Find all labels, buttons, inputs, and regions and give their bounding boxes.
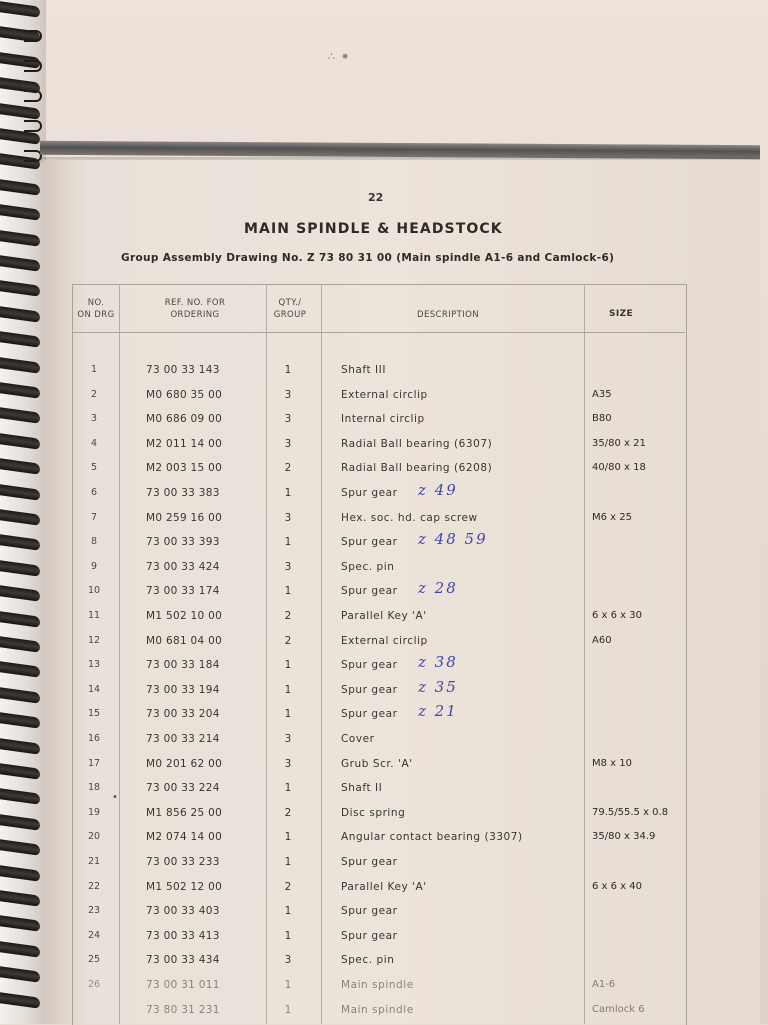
table-row — [0, 458, 768, 478]
row-number: 14 — [87, 683, 101, 695]
table-row — [0, 827, 768, 847]
description: External circlip — [341, 388, 428, 401]
size: 40/80 x 18 — [592, 462, 646, 474]
ref-number: 73 00 31 011 — [146, 979, 220, 991]
ref-number: M1 856 25 00 — [146, 806, 223, 819]
ref-number: M2 074 14 00 — [146, 831, 223, 844]
size: Camlock 6 — [592, 1003, 645, 1015]
row-number: 9 — [90, 560, 98, 572]
ref-number: 73 00 33 424 — [146, 560, 220, 573]
ref-number: 73 00 33 194 — [146, 683, 220, 696]
description: Shaft II — [341, 782, 383, 795]
quantity: 2 — [284, 806, 292, 819]
row-number: 21 — [87, 856, 101, 867]
row-number: 7 — [90, 511, 98, 523]
quantity: 3 — [284, 388, 292, 401]
ref-number: M0 259 16 00 — [146, 511, 223, 524]
description: Grub Scr. 'A' — [341, 757, 413, 770]
ref-number: M2 003 15 00 — [146, 462, 223, 475]
spiral-coil-loop — [24, 30, 42, 42]
row-number: 11 — [87, 610, 101, 621]
row-number: 20 — [87, 831, 101, 843]
table-row — [0, 901, 768, 921]
quantity: 3 — [284, 511, 292, 524]
table-row — [0, 385, 768, 405]
size: M6 x 25 — [592, 511, 632, 523]
row-number: 13 — [87, 659, 101, 671]
table-row — [0, 754, 768, 774]
spiral-coil-loop — [24, 90, 42, 102]
quantity: 2 — [284, 462, 292, 475]
quantity: 1 — [284, 364, 292, 376]
table-row — [0, 434, 768, 454]
ref-number: 73 00 33 214 — [146, 733, 220, 745]
ref-number: 73 00 33 383 — [146, 487, 220, 499]
table-row — [0, 852, 768, 872]
description: Spur gear — [341, 487, 398, 499]
table-row — [0, 631, 768, 651]
quantity: 2 — [284, 610, 292, 622]
page-title: MAIN SPINDLE & HEADSTOCK — [244, 221, 503, 237]
table-row — [0, 877, 768, 897]
table-row — [0, 655, 768, 675]
size: A60 — [592, 634, 612, 646]
quantity: 2 — [284, 880, 292, 893]
spiral-coil-loop — [24, 120, 42, 132]
row-number: 8 — [90, 536, 98, 548]
description: Radial Ball bearing (6307) — [341, 437, 493, 450]
row-number: 24 — [87, 929, 101, 941]
quantity: 1 — [284, 856, 292, 868]
ref-number: 73 80 31 231 — [146, 1003, 220, 1016]
row-number: 5 — [90, 462, 98, 474]
row-number: 4 — [90, 437, 98, 449]
handwritten-tooth-count: z 49 — [418, 481, 458, 499]
description: Spur gear — [341, 905, 398, 918]
quantity: 1 — [284, 683, 292, 696]
quantity: 3 — [284, 757, 292, 770]
row-number: 12 — [87, 634, 101, 646]
ref-number: 73 00 33 224 — [146, 782, 220, 795]
header-size: SIZE — [608, 309, 634, 319]
ref-number: 73 00 33 403 — [146, 905, 220, 918]
size: 35/80 x 34.9 — [592, 831, 656, 843]
table-row — [0, 409, 768, 429]
quantity: 3 — [284, 954, 292, 967]
ref-number: 73 00 33 233 — [146, 856, 220, 868]
description: Parallel Key 'A' — [341, 880, 427, 893]
table-row — [0, 581, 768, 601]
table-row — [0, 606, 768, 626]
table-row — [0, 704, 768, 724]
quantity: 1 — [284, 979, 292, 991]
ref-number: 73 00 33 174 — [146, 585, 220, 598]
size: 35/80 x 21 — [592, 437, 646, 449]
description: Angular contact bearing (3307) — [341, 831, 523, 844]
ref-number: 73 00 33 184 — [146, 659, 220, 672]
header-description: DESCRIPTION — [417, 310, 479, 320]
handwritten-tooth-count: z 28 — [418, 579, 458, 598]
quantity: 3 — [284, 560, 292, 573]
table-row — [0, 483, 768, 503]
ref-number: 73 00 33 204 — [146, 708, 220, 721]
description: Radial Ball bearing (6208) — [341, 462, 493, 475]
description: Internal circlip — [341, 413, 425, 426]
quantity: 2 — [284, 634, 292, 647]
row-number: 17 — [87, 757, 101, 769]
top-handwritten-mark: ∴ ⁕ — [328, 50, 351, 63]
quantity: 1 — [284, 831, 292, 844]
table-row — [0, 532, 768, 552]
ref-number: 73 00 33 413 — [146, 929, 220, 942]
spiral-coil-loop — [24, 60, 42, 72]
header-rule — [72, 332, 685, 333]
table-row — [0, 1000, 768, 1020]
page-subtitle: Group Assembly Drawing No. Z 73 80 31 00 (Main spindle A1-6 and Camlock-6) — [121, 252, 615, 264]
ref-number: 73 00 33 434 — [146, 954, 220, 967]
description: Spur gear — [341, 929, 398, 942]
table-row — [0, 360, 768, 380]
table-row — [0, 803, 768, 823]
description: Spur gear — [341, 659, 398, 672]
quantity: 1 — [284, 536, 292, 549]
quantity: 1 — [284, 905, 292, 918]
description: Cover — [341, 733, 375, 745]
description: Main spindle — [341, 979, 414, 991]
quantity: 1 — [284, 585, 292, 598]
row-number: 26 — [87, 979, 101, 990]
quantity: 3 — [284, 437, 292, 450]
description: External circlip — [341, 634, 428, 647]
size: B80 — [592, 413, 612, 425]
size: 79.5/55.5 x 0.8 — [592, 806, 669, 818]
quantity: 1 — [284, 659, 292, 672]
row-number: 10 — [87, 585, 101, 597]
header-ref: REF. NO. FOR ORDERING — [164, 298, 226, 320]
size: 6 x 6 x 40 — [592, 880, 642, 892]
description: Hex. soc. hd. cap screw — [341, 511, 478, 524]
description: Spec. pin — [341, 954, 395, 967]
description: Spec. pin — [341, 560, 395, 573]
handwritten-tooth-count: z 48 59 — [418, 530, 488, 549]
quantity: 3 — [284, 413, 292, 426]
row-number: 22 — [87, 880, 101, 892]
ref-number: M0 681 04 00 — [146, 634, 223, 647]
ref-number: M2 011 14 00 — [146, 437, 223, 450]
ref-number: M0 201 62 00 — [146, 757, 223, 770]
table-row — [0, 729, 768, 749]
ref-number: 73 00 33 393 — [146, 536, 220, 549]
description: Disc spring — [341, 806, 406, 819]
row-number: 6 — [90, 487, 98, 498]
table-row — [0, 975, 768, 995]
description: Main spindle — [341, 1003, 414, 1016]
quantity: 3 — [284, 733, 292, 745]
size: M8 x 10 — [592, 757, 632, 769]
table-row — [0, 508, 768, 528]
ref-number: M1 502 10 00 — [146, 610, 223, 622]
row-number: 19 — [87, 806, 101, 818]
quantity: 1 — [284, 487, 292, 499]
description: Spur gear — [341, 683, 398, 696]
quantity: 1 — [284, 929, 292, 942]
table-row — [0, 557, 768, 577]
stray-mark: • — [112, 792, 118, 803]
description: Spur gear — [341, 536, 398, 549]
header-no: NO. ON DRG — [77, 298, 115, 320]
quantity: 1 — [284, 1003, 292, 1016]
size: A1-6 — [592, 979, 616, 990]
description: Spur gear — [341, 585, 398, 598]
row-number: 25 — [87, 954, 101, 966]
handwritten-tooth-count: z 21 — [418, 702, 458, 721]
ref-number: M1 502 12 00 — [146, 880, 223, 893]
ref-number: M0 686 09 00 — [146, 413, 223, 426]
description: Shaft III — [341, 364, 386, 376]
table-row — [0, 677, 768, 700]
row-number: 1 — [90, 364, 98, 375]
description: Spur gear — [341, 708, 398, 721]
ref-number: M0 680 35 00 — [146, 388, 223, 401]
description: Spur gear — [341, 856, 398, 868]
row-number: 16 — [87, 733, 101, 744]
size: A35 — [592, 388, 612, 400]
table-row — [0, 950, 768, 970]
table-row — [0, 926, 768, 946]
handwritten-tooth-count: z 35 — [418, 677, 458, 696]
handwritten-tooth-count: z 38 — [418, 653, 458, 672]
size: 6 x 6 x 30 — [592, 610, 642, 621]
row-number: 3 — [90, 413, 98, 425]
row-number: 18 — [87, 782, 101, 794]
description: Parallel Key 'A' — [341, 610, 427, 622]
row-number: 23 — [87, 905, 101, 917]
quantity: 1 — [284, 708, 292, 721]
quantity: 1 — [284, 782, 292, 795]
header-qty: QTY./ GROUP — [273, 298, 307, 320]
page-number: 22 — [368, 191, 384, 204]
ref-number: 73 00 33 143 — [146, 364, 220, 376]
row-number: 2 — [90, 388, 98, 400]
row-number: 15 — [87, 708, 101, 720]
